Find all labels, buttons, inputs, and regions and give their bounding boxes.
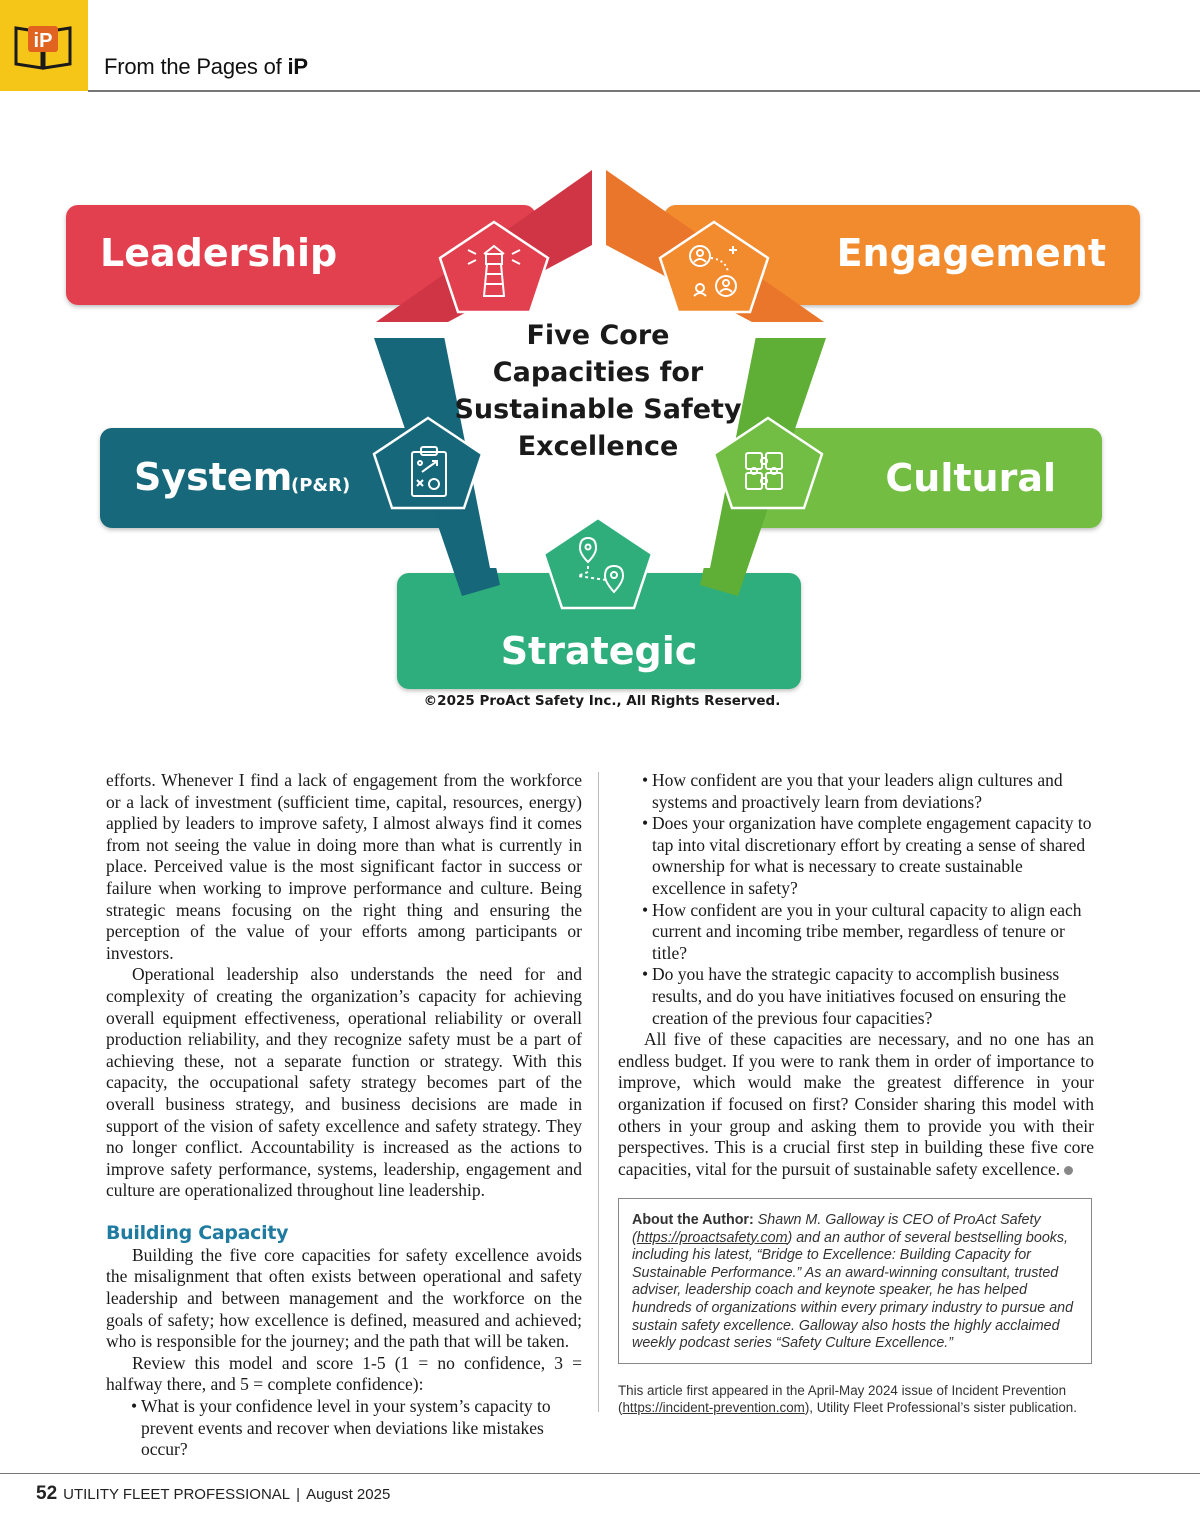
about-text-end: ) and an author of several bestselling books, including his latest, “Bridge to Excellence: Building Capacity for Sustainable Performance.” As an award-winning consultant, trusted adviser, leadership coach and keynote speaker, he has helped hundreds of organizations within every primary industry to pursue and sustain safety excellence. Galloway also hosts the highly acclaimed weekly podcast series “Safety Culture Excellence.” <box>632 1229 1074 1352</box>
about-text-start: Shawn M. Galloway is CEO of ProAct Safety ( <box>632 1212 1041 1246</box>
about-label: About the Author: <box>632 1212 754 1228</box>
section-heading: Building Capacity <box>106 1221 289 1244</box>
paragraph: Operational leadership also understands the need for and complexity of creating the organization’s capacity for achieving overall equipment effectiveness, operational reliability or overall production reliability, and they recognize safety must be a part of achieving these, not a separate function or strategy. With this capacity, the occupational safety strategy becomes part of the overall business strategy, and business decisions are made in support of the vision of safety excellence and safety strategy. They no longer conflict. Accountability is increased as the actions to improve safety performance, systems, leadership, engagement and culture are operationalized throughout line leadership. <box>106 964 582 1201</box>
paragraph: efforts. Whenever I find a lack of engagement from the workforce or a lack of investment (sufficient time, capital, resources, energy) applied by leaders to improve safety, I almost always find it comes from not seeing the value in doing more than what is currently in place. Perceived value is the most significant factor in success or failure when working to improve performance and culture. Being strategic means focusing on the right thing and ensuring the perception of the value of your efforts among participants or investors. <box>106 770 582 963</box>
end-of-article-mark <box>1064 1166 1073 1175</box>
header-title-prefix: From the Pages of <box>104 54 282 79</box>
article-left-column <box>106 770 582 1461</box>
open-book-icon <box>12 20 74 72</box>
system-label: System <box>134 455 293 499</box>
leadership-label: Leadership <box>100 231 338 275</box>
list-item: • Does your organization have complete engagement capacity to tap into vital discretionary effort by creating a sense of shared ownership for what is necessary to create sustainable excellence in safety? <box>642 813 1094 899</box>
article-right-column <box>618 770 1094 1180</box>
about-text <box>632 1212 1073 1351</box>
center-title-line-3: Sustainable Safety <box>454 394 742 425</box>
first-appeared-text-end: ), Utility Fleet Professional’s sister publication. <box>804 1399 1077 1415</box>
list-item: • Do you have the strategic capacity to accomplish business results, and do you have initiatives focused on ensuring the creation of the previous four capacities? <box>642 964 1094 1029</box>
logo-text: iP <box>33 30 53 52</box>
five-capacities-infographic <box>0 150 1200 720</box>
author-website-link[interactable]: https://proactsafety.com <box>636 1229 788 1246</box>
column-divider <box>598 772 599 1412</box>
footer-divider <box>0 1473 1200 1474</box>
first-appeared-text-start: This article first appeared in the April-May 2024 issue of Incident Prevention ( <box>618 1383 1067 1415</box>
infographic-copyright: ©2025 ProAct Safety Inc., All Rights Reserved. <box>423 693 781 709</box>
center-title-line-4: Excellence <box>517 431 679 462</box>
list-item: • How confident are you in your cultural capacity to align each current and incoming tribe member, regardless of tenure or title? <box>642 900 1094 965</box>
cultural-label: Cultural <box>885 456 1056 500</box>
center-title-line-2: Capacities for <box>492 357 704 388</box>
about-the-author-box <box>618 1198 1092 1364</box>
question-list <box>642 770 1094 1029</box>
incident-prevention-link[interactable]: https://incident-prevention.com <box>622 1399 805 1415</box>
paragraph: Review this model and score 1-5 (1 = no confidence, 3 = halfway there, and 5 = complete confidence): <box>106 1352 582 1395</box>
header-divider <box>88 90 1200 92</box>
publication-name: UTILITY FLEET PROFESSIONAL <box>63 1486 291 1503</box>
first-appeared-note <box>618 1383 1098 1416</box>
center-title-line-1: Five Core <box>526 320 670 351</box>
list-item: • How confident are you that your leaders align cultures and systems and proactively learn from deviations? <box>642 770 1094 813</box>
issue-date: August 2025 <box>306 1486 391 1503</box>
header-title-brand: iP <box>287 54 308 79</box>
page-number: 52 <box>36 1483 58 1504</box>
footer-separator: | <box>296 1486 301 1503</box>
publication-logo <box>0 0 88 91</box>
closing-paragraph-text: All five of these capacities are necessary, and no one has an endless budget. If you were to rank them in order of importance to improve, which would make the greatest difference in your organization if focused on first? Consider sharing this model with others in your group and asking them to provide you with their perspectives. This is a crucial first step in building these five core capacities, vital for the pursuit of sustainable safety excellence. <box>618 1029 1094 1179</box>
paragraph <box>618 1029 1094 1180</box>
page-header-title <box>104 54 308 80</box>
question-list <box>131 1396 582 1461</box>
paragraph: Building the five core capacities for safety excellence avoids the misalignment that often exists between operational and safety leadership and between management and the workforce on the goals of safety; how excellence is defined, measured and achieved; who is responsible for the journey; and the path that will be taken. <box>106 1244 582 1352</box>
engagement-label: Engagement <box>836 231 1106 275</box>
strategic-label: Strategic <box>500 629 698 673</box>
page-footer <box>36 1483 390 1505</box>
system-sub-label: (P&R) <box>291 475 351 496</box>
list-item: • What is your confidence level in your system’s capacity to prevent events and recover when deviations like mistakes occur? <box>131 1396 582 1461</box>
